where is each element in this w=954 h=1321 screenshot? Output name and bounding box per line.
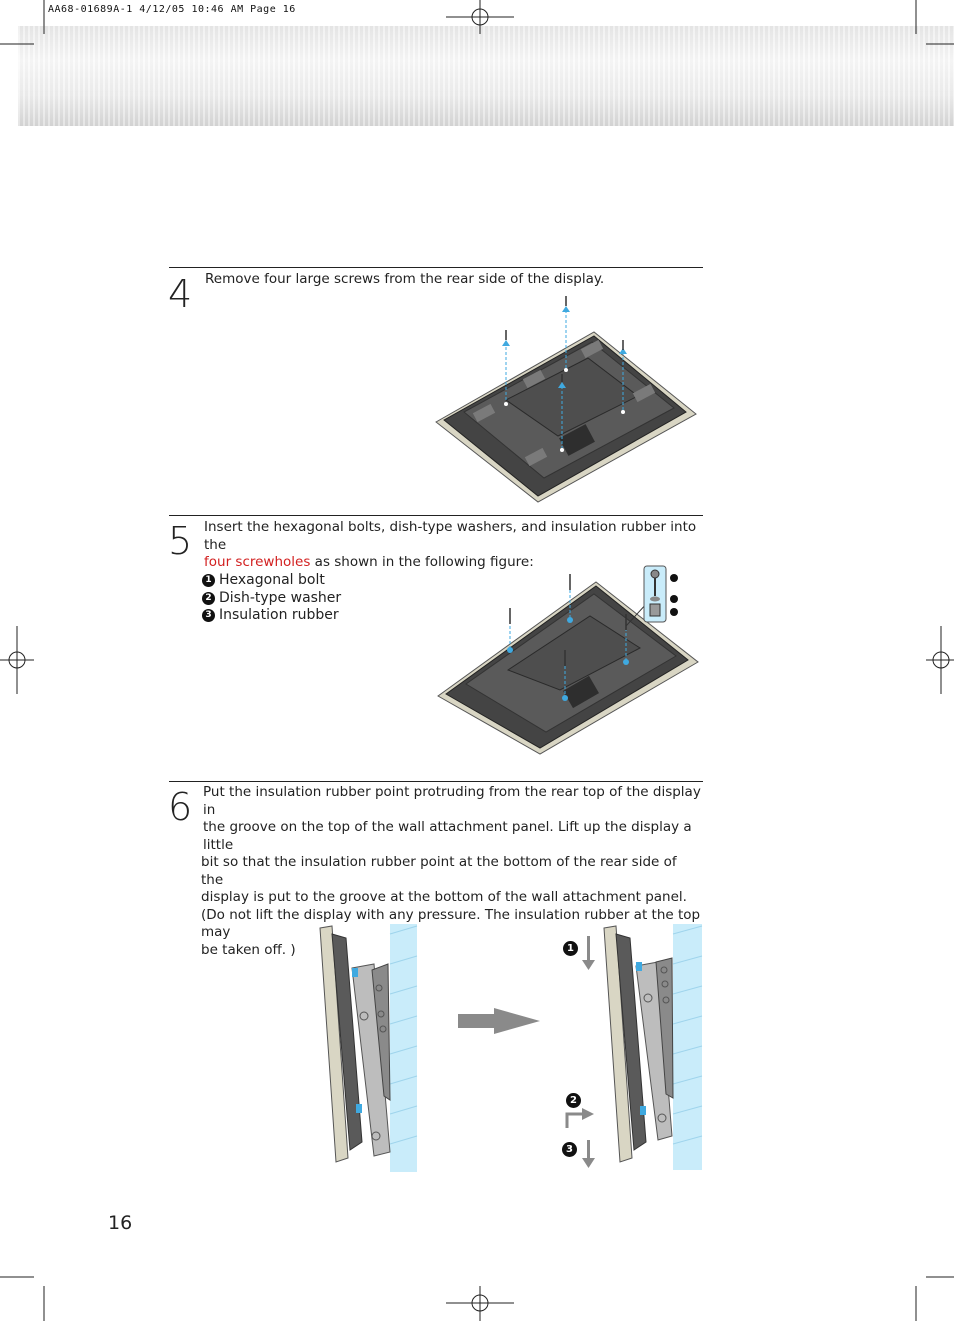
step4-number: 4 [168,272,193,316]
step4-rule [169,267,703,268]
step5-number: 5 [168,519,193,563]
step5-legend [202,572,341,625]
step6-line: (Do not lift the display with any pressure. The insulation rubber at the top may [201,906,701,940]
step6-rule [169,781,703,782]
marker-3: 3 [562,1142,577,1157]
page-number: 16 [108,1212,133,1234]
legend-label: Hexagonal bolt [219,572,325,588]
number-badge: 3 [202,609,215,622]
step6-figure-after [560,922,710,1172]
step5-text [204,519,699,572]
step5-text-highlight: four screwholes [204,554,311,570]
marker-2: 2 [566,1093,581,1108]
print-slug: AA68-01689A-1 4/12/05 10:46 AM Page 16 [48,4,296,15]
step6-line: display is put to the groove at the bottom of the wall attachment panel. [201,889,687,905]
marker-1: 1 [563,941,578,956]
legend-item [202,607,341,625]
step6-number: 6 [168,785,193,829]
step4-text: Remove four large screws from the rear side of the display. [205,271,605,287]
number-badge: 2 [202,592,215,605]
step5-text-after: as shown in the following figure: [310,554,534,570]
step6-line: the groove on the top of the wall attachment panel. Lift up the display a little [203,819,692,853]
right-arrow-icon [456,1006,542,1036]
legend-item [202,572,341,590]
step6-figure-before [318,924,428,1174]
legend-item [202,590,341,608]
step6-line: be taken off. ) [201,941,296,958]
number-badge: 1 [202,574,215,587]
step5-text-before: Insert the hexagonal bolts, dish-type washers, and insulation rubber into the [204,519,697,553]
step6-line: Put the insulation rubber point protruding from the rear top of the display in [203,784,701,818]
step5-rule [169,515,703,516]
step5-illustration [436,566,706,756]
legend-label: Dish-type washer [219,589,342,606]
legend-label: Insulation rubber [219,607,339,623]
step6-line: bit so that the insulation rubber point at the bottom of the rear side of the [201,854,677,888]
step4-illustration [434,292,704,502]
